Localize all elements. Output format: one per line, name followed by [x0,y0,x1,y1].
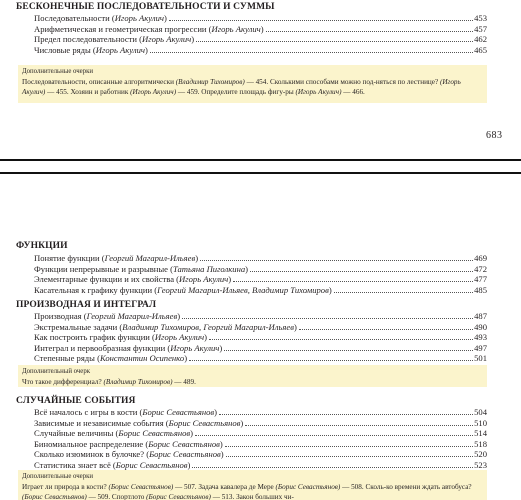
note-text: — 513. Закон больших чи- [210,493,294,500]
entry-author: Георгий Магарил-Ильяев [104,253,196,263]
toc-entry [34,311,487,321]
entry-author: Константин Осипенко [99,353,185,363]
toc-entry [34,407,487,417]
toc-entry [34,439,487,449]
entry-author: Игорь Акулич [114,13,165,23]
note-author: (Владимир Тихомиров) [103,378,173,386]
entry-page: 472 [474,263,487,274]
dot-leader [224,350,473,351]
dot-leader [200,260,473,261]
dot-leader [169,20,473,21]
toc-entry [34,343,487,353]
dot-leader [250,271,473,272]
toc-entry [34,285,487,295]
toc-entry [34,24,487,34]
entry-title: Сколько изюминок в булочке? (Борис Севастьянов) [34,449,224,459]
entry-page: 520 [474,449,487,459]
entry-page: 465 [474,44,487,55]
section-heading-sequences: БЕСКОНЕЧНЫЕ ПОСЛЕДОВАТЕЛЬНОСТИ И СУММЫ [16,2,275,12]
note-text: — 508. Сколь-ко времени ждать автобуса? [340,483,472,491]
entry-author: Игорь Акулич [170,342,220,353]
entry-author: Владимир Тихомиров, Георгий Магарил-Ильяев [122,321,294,332]
dot-leader [233,281,473,282]
entry-page: 477 [474,274,487,284]
entry-author: Игорь Акулич [211,23,261,34]
entry-title: Статистика знает всё (Борис Севастьянов) [34,459,191,470]
dot-leader [195,435,473,436]
entry-author: Борис Севастьянов [118,428,191,438]
entry-page: 501 [474,353,487,363]
entry-title: Зависимые и независимые события (Борис Севастьянов) [34,417,244,428]
note-text: — 489. [172,378,196,386]
dot-leader [192,467,473,468]
entry-page: 490 [474,321,487,332]
toc-entry [34,34,487,44]
note-author: (Борис Севастьянов) [108,483,174,491]
entry-author: Игорь Акулич [95,44,146,55]
section-heading: СЛУЧАЙНЫЕ СОБЫТИЯ [16,396,136,406]
section-heading: ПРОИЗВОДНАЯ И ИНТЕГРАЛ [16,300,157,310]
note-text: — 455. Хозяин и работник [45,88,131,96]
entry-author: Георгий Магарил-Ильяев, Владимир Тихомиров [157,284,329,295]
toc-entry [34,13,487,23]
entry-title: Экстремальные задачи (Владимир Тихомиров, Георгий Магарил-Ильяев) [34,321,297,332]
entry-author: Татьяна Пиголкина [172,263,246,274]
entry-page: 514 [474,428,487,438]
toc-entry [34,264,487,274]
toc-entry [34,428,487,438]
entry-author: Игорь Акулич [142,34,192,44]
entry-page: 453 [474,13,487,23]
dot-leader [225,446,473,447]
page-divider-top [0,159,521,161]
note-title: Дополнительные очерки [22,473,94,480]
entry-title: Арифметическая и геометрическая прогрессии (Игорь Акулич) [34,23,264,34]
note-text: — 509. Спортлото [86,493,147,500]
entry-author: Игорь Акулич [154,332,205,342]
dot-leader [226,456,473,457]
entry-title: Производная (Георгий Магарил-Ильяев) [34,311,181,321]
entry-title: Числовые ряды (Игорь Акулич) [34,44,148,55]
entry-page: 457 [474,23,487,34]
entry-title: Степенные ряды (Константин Осипенко) [34,353,188,363]
note-author: (Владимир Тихомиров) [175,78,245,86]
note-text: Играет ли природа в кости? [22,483,109,491]
dot-leader [189,360,473,361]
additional-essays-box [18,470,487,500]
entry-page: 523 [474,459,487,470]
note-text: Последовательности, описанные алгоритмически [22,78,176,86]
additional-essays-box [18,365,487,387]
entry-page: 462 [474,34,487,44]
toc-entry [34,322,487,332]
dot-leader [299,329,473,330]
toc-entry [34,353,487,363]
dot-leader [219,414,473,415]
note-text: — 454. Сколькими способами можно под-няться по лестнице? [244,78,440,86]
entry-title: Всё началось с игры в кости (Борис Севастьянов) [34,407,218,417]
entry-page: 485 [474,284,487,295]
note-text: Что такое дифференциал? [22,378,104,386]
note-author: (Игорь Акулич) [130,88,177,96]
entry-author: Борис Севастьянов [115,459,188,470]
entry-title: Последовательности (Игорь Акулич) [34,13,167,23]
note-author: (Борис Севастьянов) [22,493,87,500]
entry-author: Борис Севастьянов [149,449,221,459]
note-author: (Борис Севастьянов) [275,483,341,491]
entry-title: Понятие функции (Георгий Магарил-Ильяев) [34,253,199,263]
note-author: (Игорь Акулич) [22,78,461,96]
entry-title: Предел последовательности (Игорь Акулич) [34,34,195,44]
dot-leader [209,339,473,340]
entry-title: Биномиальное распределение (Борис Севастьянов) [34,438,223,449]
entry-author: Борис Севастьянов [168,417,241,428]
entry-page: 493 [474,332,487,342]
dot-leader [196,41,473,42]
page-number: 683 [486,130,503,141]
toc-entry [34,460,487,470]
entry-page: 469 [474,253,487,263]
entry-page: 518 [474,438,487,449]
entry-page: 487 [474,311,487,321]
note-title: Дополнительный очерк [22,368,91,375]
dot-leader [334,292,473,293]
dot-leader [266,31,473,32]
toc-entry [34,253,487,263]
entry-title: Случайные величины (Борис Севастьянов) [34,428,193,438]
note-author: (Борис Севастьянов) [146,493,211,500]
toc-entry [34,45,487,55]
toc-entry [34,274,487,284]
entry-page: 504 [474,407,487,417]
page-divider-bottom [0,172,521,174]
note-text: — 507. Задача кавалера де Мере [173,483,276,491]
entry-page: 510 [474,417,487,428]
section-heading: ФУНКЦИИ [16,241,68,251]
entry-title: Как построить график функции (Игорь Акулич) [34,332,208,342]
entry-title: Элементарные функции и их свойства (Игорь Акулич) [34,274,232,284]
entry-author: Борис Севастьянов [148,438,220,449]
toc-entry [34,418,487,428]
toc-entry [34,449,487,459]
entry-author: Георгий Магарил-Ильяев [86,311,178,321]
dot-leader [150,52,473,53]
entry-page: 497 [474,342,487,353]
dot-leader [182,318,473,319]
entry-author: Игорь Акулич [179,274,229,284]
note-title: Дополнительные очерки [22,68,94,75]
entry-title: Касательная к графику функции (Георгий Магарил-Ильяев, Владимир Тихомиров) [34,284,332,295]
note-text: — 459. Определите площадь фигу-ры [176,88,296,96]
toc-entry [34,332,487,342]
note-author: (Игорь Акулич) [295,88,342,96]
dot-leader [245,425,473,426]
entry-author: Борис Севастьянов [142,407,215,417]
entry-title: Функции непрерывные и разрывные (Татьяна Пиголкина) [34,263,249,274]
additional-essays-box [18,65,487,103]
note-text: — 466. [341,88,365,96]
entry-title: Интеграл и первообразная функции (Игорь Акулич) [34,342,223,353]
